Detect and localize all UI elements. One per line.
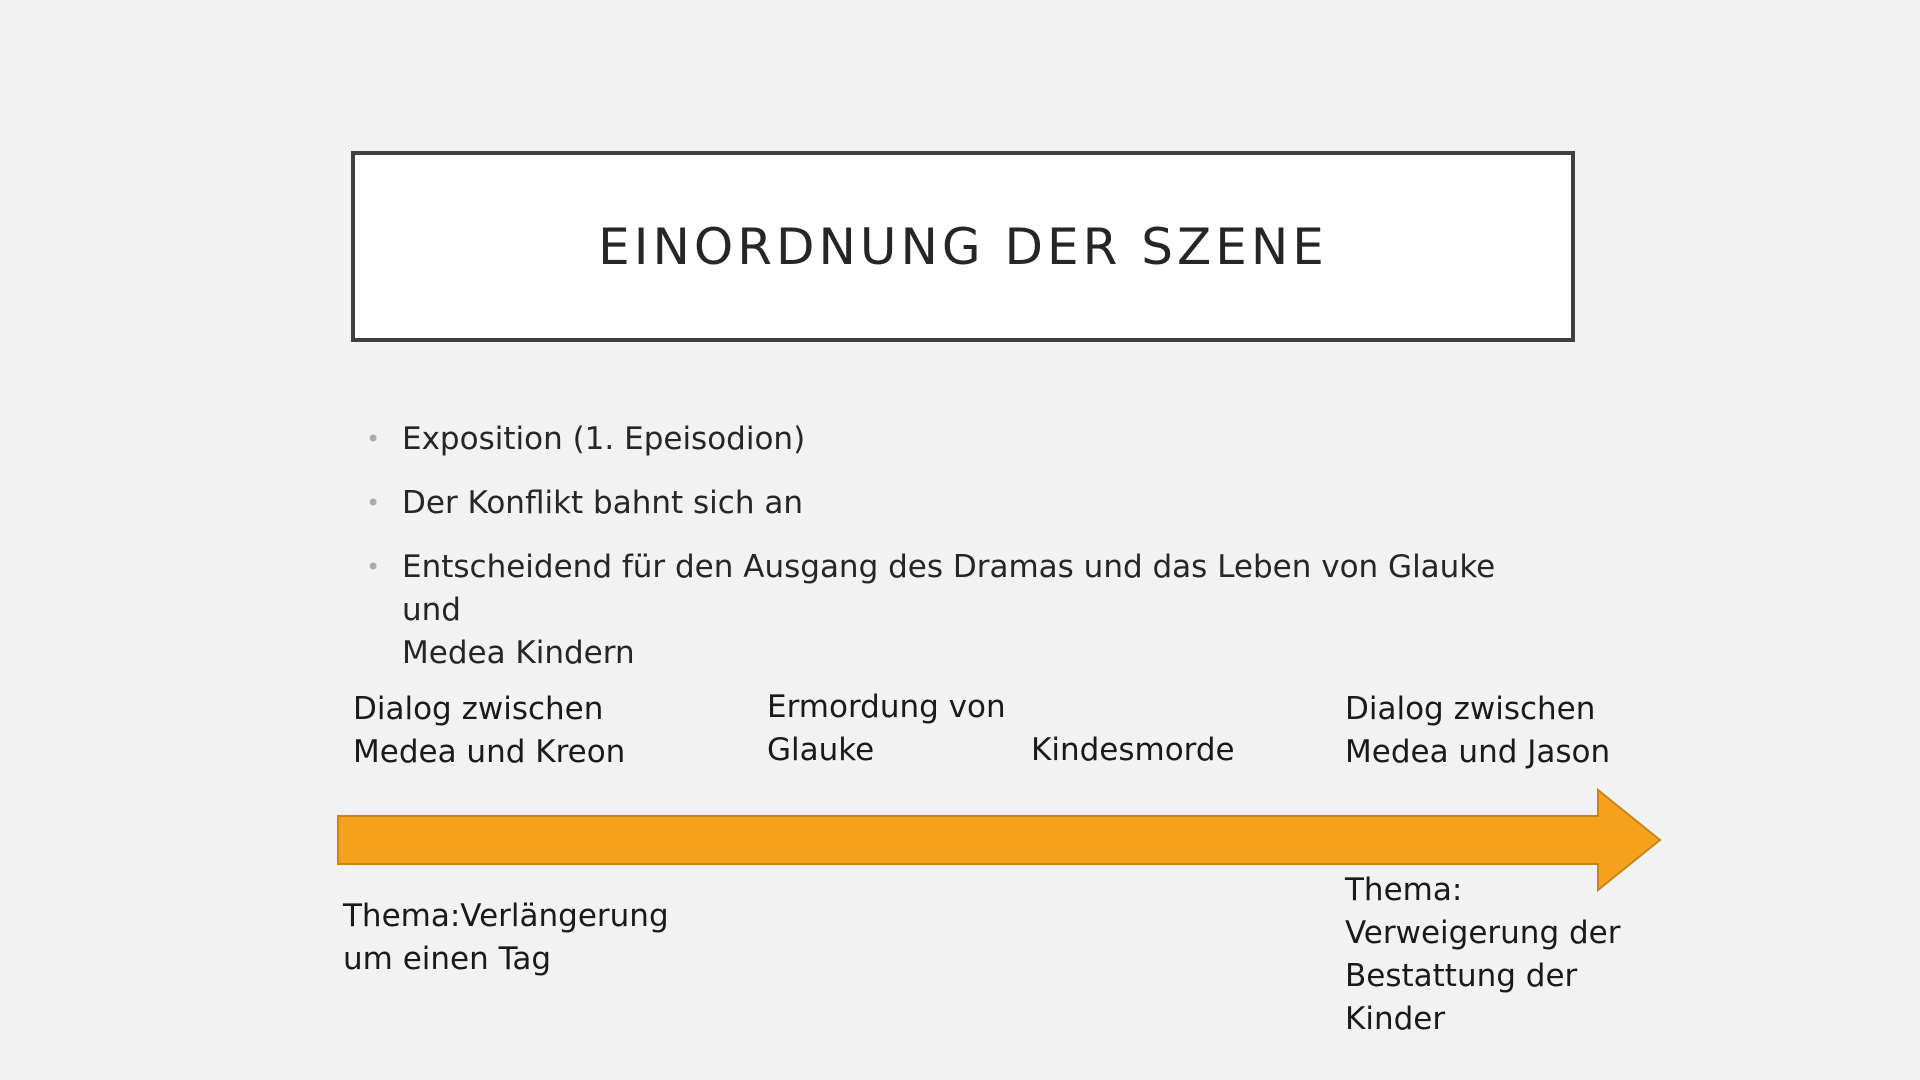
timeline-event-line: Dialog zwischen xyxy=(1345,691,1596,727)
bullet-text: Entscheidend für den Ausgang des Dramas und das Leben von Glauke und xyxy=(402,549,1496,628)
timeline-theme-line: Bestattung der xyxy=(1345,958,1578,994)
bullet-text: Exposition (1. Epeisodion) xyxy=(402,421,806,457)
timeline-event-line: Dialog zwischen xyxy=(353,691,604,727)
timeline-event-line: Glauke xyxy=(767,732,875,768)
timeline-event-kindesmorde xyxy=(1031,729,1235,772)
timeline-theme-jason xyxy=(1345,869,1620,1041)
timeline-theme-line: Verweigerung der xyxy=(1345,915,1621,951)
timeline-event-line: Medea und Kreon xyxy=(353,734,626,770)
timeline-theme-line: Thema:Verlängerung xyxy=(343,898,669,934)
timeline-event-ermordung-glauke xyxy=(767,686,1006,772)
timeline-event-dialog-kreon xyxy=(353,688,625,774)
timeline-event-dialog-jason xyxy=(1345,688,1610,774)
timeline-theme-line: Thema: xyxy=(1345,872,1463,908)
bullet-item xyxy=(360,418,1510,461)
timeline-theme-kreon xyxy=(343,895,669,981)
bullet-dot-icon: • xyxy=(366,553,381,581)
timeline-event-line: Ermordung von xyxy=(767,689,1006,725)
slide-title: EINORDNUNG DER SZENE xyxy=(598,217,1328,276)
bullet-dot-icon: • xyxy=(366,425,381,453)
title-box xyxy=(351,151,1575,342)
timeline-event-line: Kindesmorde xyxy=(1031,732,1235,768)
bullet-text: Der Konflikt bahnt sich an xyxy=(402,485,803,521)
bullet-list xyxy=(360,418,1510,696)
timeline-event-line: Medea und Jason xyxy=(1345,734,1611,770)
timeline-theme-line: um einen Tag xyxy=(343,941,552,977)
bullet-dot-icon: • xyxy=(366,489,381,517)
bullet-item xyxy=(360,546,1510,675)
timeline-theme-line: Kinder xyxy=(1345,1001,1446,1037)
bullet-text-continued: Medea Kindern xyxy=(402,635,635,671)
bullet-item xyxy=(360,482,1510,525)
